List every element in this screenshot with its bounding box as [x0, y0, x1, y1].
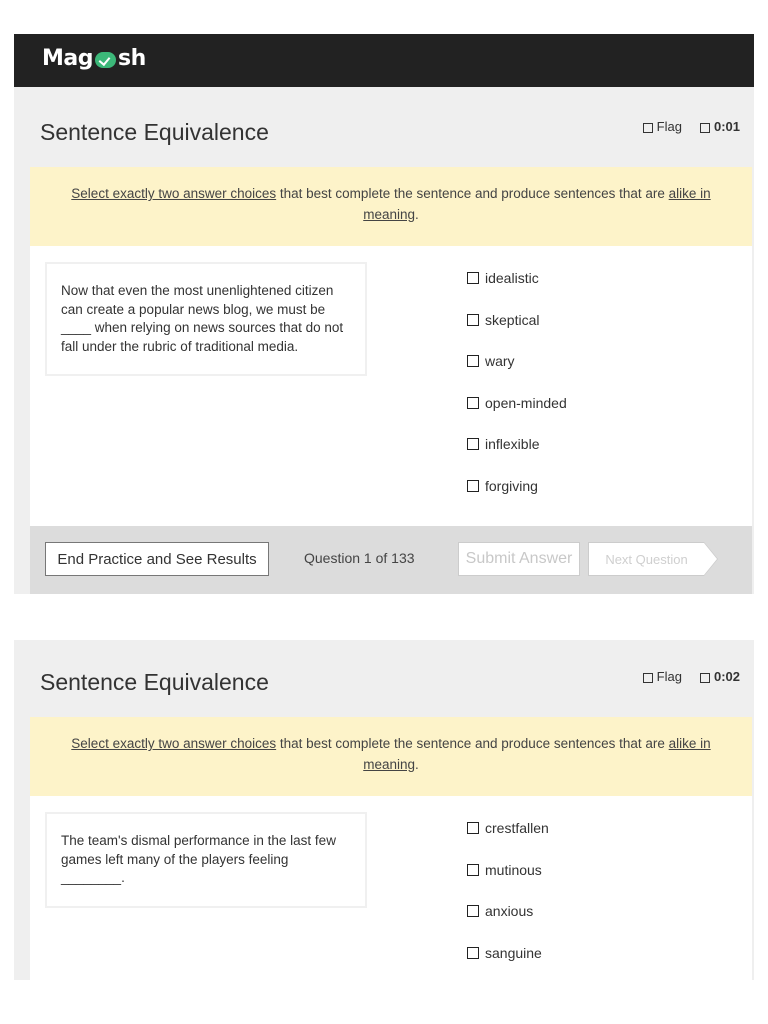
instruction-link-select-two[interactable]: Select exactly two answer choices	[71, 186, 277, 201]
clock-icon	[700, 673, 710, 683]
instructions	[30, 717, 752, 796]
checkbox-icon[interactable]	[467, 822, 479, 834]
answer-choice[interactable]	[467, 436, 567, 478]
answer-choice[interactable]	[467, 353, 567, 395]
answer-choices	[467, 820, 549, 980]
flag-toggle[interactable]	[643, 119, 682, 134]
choice-label: inflexible	[485, 436, 540, 452]
checkbox-icon[interactable]	[467, 905, 479, 917]
logo-text-right: sh	[118, 46, 146, 71]
instructions	[30, 167, 752, 246]
answer-choice[interactable]	[467, 945, 549, 981]
timer-value: 0:01	[713, 119, 740, 134]
checkbox-icon[interactable]	[467, 397, 479, 409]
timer	[700, 669, 740, 684]
flag-toggle[interactable]	[643, 669, 682, 684]
checkbox-icon[interactable]	[467, 272, 479, 284]
choice-label: open-minded	[485, 394, 567, 411]
answer-choice[interactable]	[467, 270, 567, 312]
answer-choice[interactable]	[467, 312, 567, 354]
magoosh-logo[interactable]	[42, 46, 146, 71]
checkbox-icon[interactable]	[467, 480, 479, 492]
question-meta	[643, 119, 740, 134]
choice-label: forgiving	[485, 477, 538, 494]
flag-label: Flag	[656, 669, 682, 684]
question-passage: The team's dismal performance in the last few games left many of the players feeling ________.	[45, 812, 367, 908]
question-meta	[643, 669, 740, 684]
flag-icon	[643, 673, 653, 683]
checkbox-icon[interactable]	[467, 438, 479, 450]
answer-choice[interactable]	[467, 478, 567, 520]
answer-choice[interactable]	[467, 903, 549, 945]
timer-value: 0:02	[713, 669, 740, 684]
question-footer	[30, 526, 752, 594]
answer-choices	[467, 270, 567, 519]
question-body	[30, 246, 752, 526]
instruction-link-select-two[interactable]: Select exactly two answer choices	[71, 736, 277, 751]
question-card-2	[30, 637, 752, 980]
next-question-label: Next Question	[605, 551, 688, 567]
question-header	[30, 637, 752, 717]
instruction-end: .	[415, 207, 419, 222]
logo-text-left: Mag	[42, 46, 93, 71]
choice-label: skeptical	[485, 311, 540, 328]
check-icon	[95, 52, 116, 68]
question-passage: Now that even the most unenlightened citizen can create a popular news blog, we must be ____ when relying on news sources that do not fall under the rubric of traditional media.	[45, 262, 367, 376]
practice-frame	[14, 34, 754, 980]
clock-icon	[700, 123, 710, 133]
choice-label: sanguine	[485, 944, 542, 961]
question-card-1	[30, 87, 752, 594]
question-body	[30, 796, 752, 980]
checkbox-icon[interactable]	[467, 864, 479, 876]
end-practice-button[interactable]: End Practice and See Results	[45, 542, 269, 576]
checkbox-icon[interactable]	[467, 355, 479, 367]
answer-choice[interactable]	[467, 820, 549, 862]
timer	[700, 119, 740, 134]
instruction-text: that best complete the sentence and produce sentences that are	[276, 186, 669, 201]
instruction-end: .	[415, 757, 419, 772]
top-bar	[14, 34, 754, 87]
question-type-title: Sentence Equivalence	[40, 119, 269, 145]
flag-icon	[643, 123, 653, 133]
choice-label: wary	[485, 353, 515, 369]
instruction-link-alike-meaning[interactable]: alike in meaning	[363, 736, 711, 772]
question-counter: Question 1 of 133	[304, 550, 415, 566]
checkbox-icon[interactable]	[467, 947, 479, 959]
question-header	[30, 87, 752, 167]
answer-choice[interactable]	[467, 862, 549, 904]
choice-label: idealistic	[485, 270, 539, 286]
checkbox-icon[interactable]	[467, 314, 479, 326]
next-question-button[interactable]	[588, 542, 704, 576]
choice-label: mutinous	[485, 861, 542, 878]
question-type-title: Sentence Equivalence	[40, 669, 269, 695]
answer-choice[interactable]	[467, 395, 567, 437]
choice-label: crestfallen	[485, 820, 549, 836]
instruction-text: that best complete the sentence and produce sentences that are	[276, 736, 669, 751]
flag-label: Flag	[656, 119, 682, 134]
card-separator	[14, 594, 754, 640]
choice-label: anxious	[485, 903, 534, 919]
submit-answer-button[interactable]: Submit Answer	[458, 542, 580, 576]
instruction-link-alike-meaning[interactable]: alike in meaning	[363, 186, 711, 222]
